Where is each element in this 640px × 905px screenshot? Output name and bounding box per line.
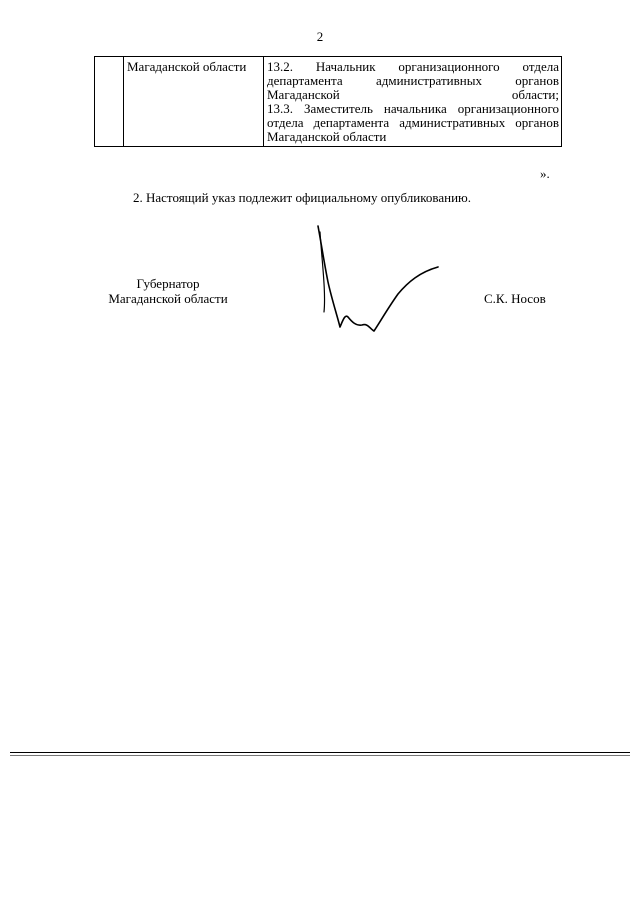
- signatory-position-line1: Губернатор: [136, 276, 200, 291]
- table-cell-number: [95, 57, 124, 147]
- footer-divider: [10, 752, 630, 756]
- table-cell-positions: [264, 57, 562, 147]
- table-row: [95, 57, 562, 147]
- positions-table: [94, 56, 562, 147]
- signatory-position: [97, 276, 239, 306]
- position-13-2: 13.2. Начальник организационного отдела департамента административных органов Магаданской области;: [267, 59, 559, 102]
- page-number: 2: [316, 29, 324, 44]
- closing-quote: ».: [540, 166, 550, 181]
- position-13-3: 13.3. Заместитель начальника организационного отдела департамента административных органов Магаданской области: [267, 101, 559, 144]
- handwritten-signature-icon: [310, 222, 445, 337]
- signer-name: С.К. Носов: [484, 291, 546, 306]
- paragraph-2: 2. Настоящий указ подлежит официальному опубликованию.: [133, 190, 472, 205]
- signatory-position-line2: Магаданской области: [108, 291, 228, 306]
- table-cell-region: Магаданской области: [124, 57, 264, 147]
